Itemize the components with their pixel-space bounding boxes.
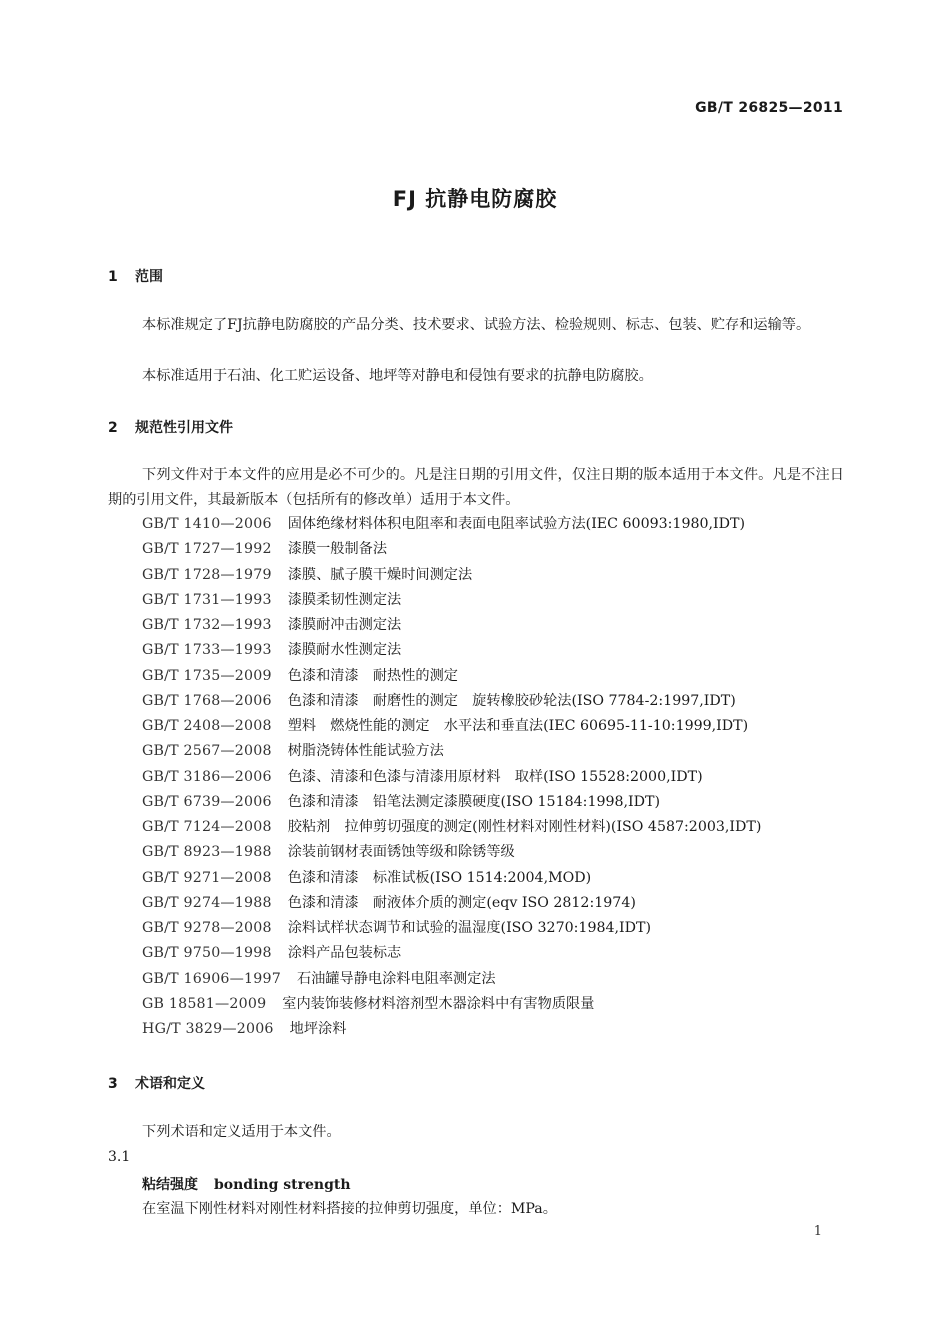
reference-code: GB/T 1727—1992 bbox=[142, 541, 272, 558]
reference-item bbox=[142, 689, 761, 714]
reference-code: GB/T 2408—2008 bbox=[142, 718, 272, 734]
reference-title: 色漆和清漆 耐热性的测定 bbox=[287, 667, 458, 684]
reference-item bbox=[142, 992, 761, 1017]
section-3-heading bbox=[108, 1073, 205, 1093]
reference-code: GB/T 1768—2006 bbox=[142, 692, 272, 709]
reference-code: GB/T 1731—1993 bbox=[142, 591, 272, 608]
reference-item bbox=[142, 840, 761, 865]
reference-title: 色漆和清漆 铅笔法测定漆膜硬度(ISO 15184:1998,IDT) bbox=[287, 793, 661, 810]
reference-code: GB/T 9271—2008 bbox=[142, 869, 272, 886]
scope-paragraph-2: 本标准适用于石油、化工贮运设备、地坪等对静电和侵蚀有要求的抗静电防腐胶。 bbox=[142, 368, 653, 384]
reference-code: GB/T 1733—1993 bbox=[142, 642, 272, 659]
section-title: 术语和定义 bbox=[135, 1076, 205, 1092]
document-title: FJ 抗静电防腐胶 bbox=[392, 187, 558, 211]
reference-title: 色漆和清漆 耐液体介质的测定(eqv ISO 2812:1974) bbox=[287, 894, 636, 911]
reference-item bbox=[142, 638, 761, 663]
reference-title: 涂装前钢材表面锈蚀等级和除锈等级 bbox=[287, 844, 515, 861]
reference-code: GB/T 7124—2008 bbox=[142, 819, 272, 835]
reference-code: GB/T 9274—1988 bbox=[142, 894, 272, 911]
reference-title: 胶粘剂 拉伸剪切强度的测定(刚性材料对刚性材料)(ISO 4587:2003,IDT) bbox=[287, 819, 762, 835]
reference-item bbox=[142, 613, 761, 638]
reference-code: GB/T 8923—1988 bbox=[142, 844, 272, 861]
section-number: 1 bbox=[108, 269, 118, 285]
reference-item bbox=[142, 537, 761, 562]
page-number: 1 bbox=[813, 1224, 822, 1239]
reference-code: HG/T 3829—2006 bbox=[142, 1021, 274, 1037]
scope-paragraph-1: 本标准规定了FJ抗静电防腐胶的产品分类、技术要求、试验方法、检验规则、标志、包装、贮存和运输等。 bbox=[142, 317, 811, 333]
reference-title: 涂料产品包装标志 bbox=[287, 945, 402, 962]
reference-title: 漆膜耐水性测定法 bbox=[287, 642, 402, 659]
reference-title: 漆膜一般制备法 bbox=[287, 541, 388, 558]
references-intro: 下列文件对于本文件的应用是必不可少的。凡是注日期的引用文件，仅注日期的版本适用于本文件。凡是不注日期的引用文件，其最新版本（包括所有的修改单）适用于本文件。 bbox=[108, 467, 844, 508]
reference-item bbox=[142, 941, 761, 966]
section-title: 规范性引用文件 bbox=[135, 420, 233, 436]
reference-item bbox=[142, 790, 761, 815]
reference-item bbox=[142, 739, 761, 764]
reference-item bbox=[142, 866, 761, 891]
reference-title: 塑料 燃烧性能的测定 水平法和垂直法(IEC 60695-11-10:1999,IDT) bbox=[287, 718, 749, 734]
reference-title: 色漆和清漆 耐磨性的测定 旋转橡胶砂轮法(ISO 7784-2:1997,IDT) bbox=[287, 692, 736, 709]
reference-item bbox=[142, 664, 761, 689]
reference-item bbox=[142, 891, 761, 916]
reference-item bbox=[142, 1017, 761, 1042]
reference-code: GB/T 1410—2006 bbox=[142, 516, 272, 532]
reference-item bbox=[142, 765, 761, 790]
reference-item bbox=[142, 588, 761, 613]
reference-code: GB/T 1735—2009 bbox=[142, 667, 272, 684]
reference-code: GB/T 9750—1998 bbox=[142, 945, 272, 962]
reference-code: GB/T 16906—1997 bbox=[142, 970, 281, 987]
reference-item bbox=[142, 967, 761, 992]
term-chinese: 粘结强度 bbox=[142, 1177, 198, 1193]
terms-intro: 下列术语和定义适用于本文件。 bbox=[142, 1124, 341, 1140]
reference-title: 漆膜耐冲击测定法 bbox=[287, 617, 402, 633]
reference-title: 树脂浇铸体性能试验方法 bbox=[287, 743, 444, 760]
reference-code: GB/T 9278—2008 bbox=[142, 920, 272, 936]
reference-title: 固体绝缘材料体积电阻率和表面电阻率试验方法(IEC 60093:1980,IDT) bbox=[287, 516, 746, 532]
section-2-heading bbox=[108, 417, 233, 437]
reference-item bbox=[142, 563, 761, 588]
section-title: 范围 bbox=[135, 269, 163, 285]
section-number: 2 bbox=[108, 420, 118, 436]
section-1-heading bbox=[108, 266, 163, 286]
clause-number: 3.1 bbox=[108, 1149, 131, 1165]
reference-title: 漆膜、腻子膜干燥时间测定法 bbox=[287, 566, 473, 583]
reference-code: GB/T 2567—2008 bbox=[142, 743, 272, 760]
reference-title: 石油罐导静电涂料电阻率测定法 bbox=[296, 970, 496, 987]
reference-item bbox=[142, 512, 761, 537]
reference-code: GB/T 1732—1993 bbox=[142, 617, 272, 633]
reference-item bbox=[142, 815, 761, 840]
reference-title: 色漆和清漆 标准试板(ISO 1514:2004,MOD) bbox=[287, 869, 592, 886]
reference-code: GB/T 3186—2006 bbox=[142, 768, 272, 785]
reference-title: 地坪涂料 bbox=[289, 1021, 347, 1037]
term-entry bbox=[142, 1174, 351, 1194]
term-english: bonding strength bbox=[214, 1177, 351, 1193]
section-number: 3 bbox=[108, 1076, 118, 1092]
reference-title: 漆膜柔韧性测定法 bbox=[287, 591, 402, 608]
reference-title: 涂料试样状态调节和试验的温湿度(ISO 3270:1984,IDT) bbox=[287, 920, 652, 936]
reference-item bbox=[142, 714, 761, 739]
reference-code: GB 18581—2009 bbox=[142, 995, 267, 1012]
reference-code: GB/T 1728—1979 bbox=[142, 566, 272, 583]
reference-list bbox=[142, 512, 761, 1042]
reference-code: GB/T 6739—2006 bbox=[142, 793, 272, 810]
reference-title: 色漆、清漆和色漆与清漆用原材料 取样(ISO 15528:2000,IDT) bbox=[287, 768, 703, 785]
standard-code: GB/T 26825—2011 bbox=[695, 100, 843, 116]
reference-item bbox=[142, 916, 761, 941]
reference-title: 室内装饰装修材料溶剂型木器涂料中有害物质限量 bbox=[282, 995, 595, 1012]
term-definition: 在室温下刚性材料对刚性材料搭接的拉伸剪切强度，单位：MPa。 bbox=[142, 1201, 557, 1217]
